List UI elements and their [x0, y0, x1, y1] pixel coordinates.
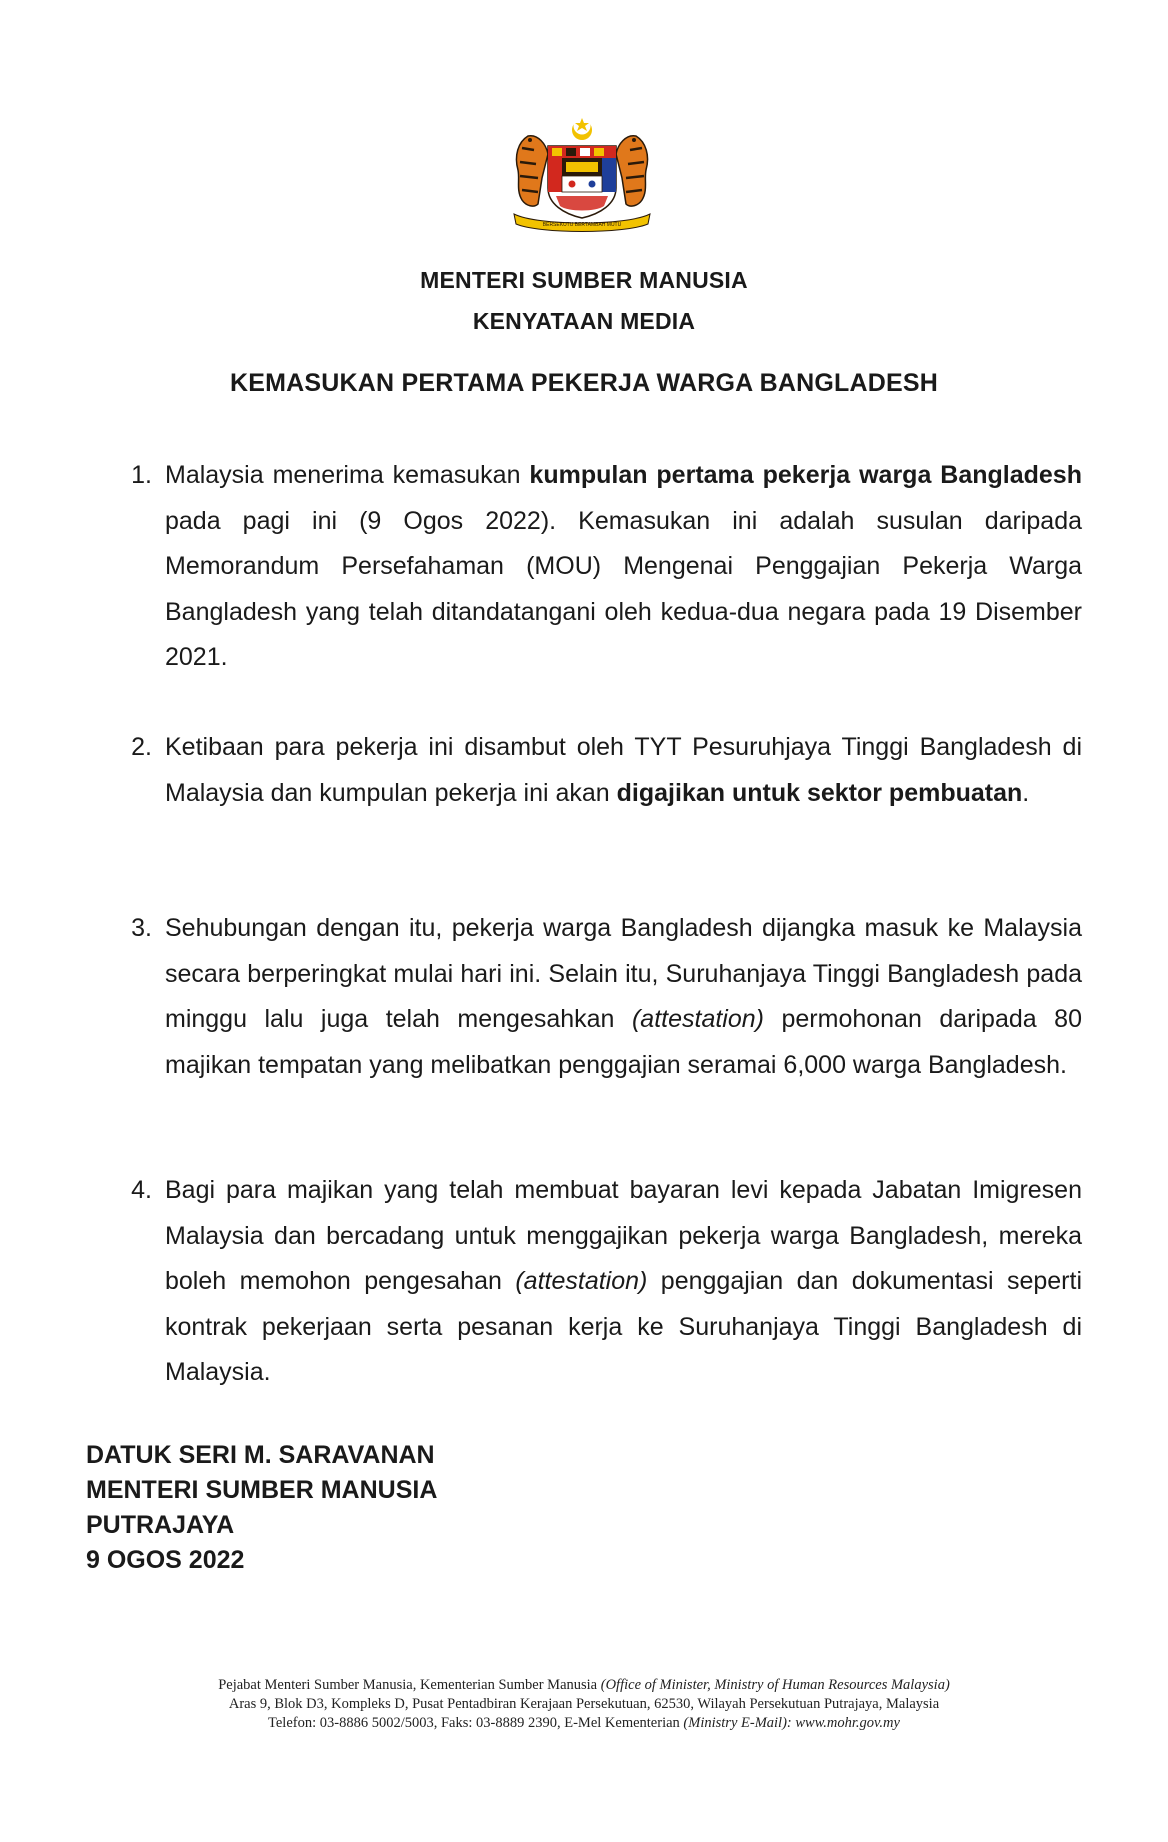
footer-address-line: Aras 9, Blok D3, Kompleks D, Pusat Pentadbiran Kerajaan Persekutuan, 62530, Wilayah Persekutuan Putrajaya, Malaysia [228, 1696, 940, 1712]
signatory-name: DATUK SERI M. SARAVANAN [86, 1441, 435, 1469]
paragraph-number: 2. [131, 733, 152, 761]
media-statement-heading: KENYATAAN MEDIA [472, 308, 696, 334]
signature-block [86, 1438, 437, 1578]
paragraph-2 [120, 725, 1082, 816]
left-tiger-icon [516, 136, 548, 206]
crescent-star-icon [572, 118, 592, 140]
paragraph-4 [120, 1168, 1082, 1396]
coat-of-arms-logo [508, 118, 656, 236]
footer-contact-line: Telefon: 03-8886 5002/5003, Faks: 03-8889 2390, E-Mel Kementerian (Ministry E-Mail): www.mohr.gov.my [268, 1715, 900, 1731]
signature-place: PUTRAJAYA [86, 1511, 235, 1539]
paragraph-1 [120, 453, 1082, 681]
paragraph-number: 1. [131, 461, 152, 489]
paragraph-text: Bagi para majikan yang telah membuat bayaran levi kepada Jabatan Imigresen Malaysia dan bercadang untuk menggajikan pekerja warga Bangladesh, mereka boleh memohon pengesahan (attestation) penggajian dan dokumentasi seperti kontrak pekerjaan serta pesanan kerja ke Suruhanjaya Tinggi Bangladesh di Malaysia. [165, 1176, 1083, 1386]
statement-title: KEMASUKAN PERTAMA PEKERJA WARGA BANGLADESH [230, 369, 938, 397]
shield-icon [548, 146, 616, 218]
footer-office-line: Pejabat Menteri Sumber Manusia, Kementerian Sumber Manusia (Office of Minister, Ministry of Human Resources Malaysia) [218, 1677, 950, 1693]
right-tiger-icon [616, 136, 648, 206]
paragraph-text: Sehubungan dengan itu, pekerja warga Bangladesh dijangka masuk ke Malaysia secara berperingkat mulai hari ini. Selain itu, Suruhanjaya Tinggi Bangladesh pada minggu lalu juga telah mengesahkan (attestation) permohonan daripada 80 majikan tempatan yang melibatkan penggajian seramai 6,000 warga Bangladesh. [165, 914, 1082, 1079]
ministry-heading: MENTERI SUMBER MANUSIA [420, 267, 748, 293]
motto-text: BERSEKUTU BERTAMBAH MUTU [542, 222, 622, 228]
paragraph-number: 4. [131, 1176, 152, 1204]
paragraph-text: Malaysia menerima kemasukan kumpulan pertama pekerja warga Bangladesh pada pagi ini (9 Ogos 2022). Kemasukan ini adalah susulan daripada Memorandum Persefahaman (MOU) Mengenai Penggajian Pekerja Warga Bangladesh yang telah ditandatangani oleh kedua-dua negara pada 19 Disember 2021. [165, 461, 1082, 671]
signature-date: 9 OGOS 2022 [86, 1546, 245, 1574]
paragraph-3 [120, 906, 1082, 1088]
paragraph-text: Ketibaan para pekerja ini disambut oleh TYT Pesuruhjaya Tinggi Bangladesh di Malaysia dan kumpulan pekerja ini akan digajikan untuk sektor pembuatan. [165, 733, 1082, 807]
paragraph-number: 3. [131, 914, 152, 942]
footer [0, 1676, 1168, 1733]
signatory-position: MENTERI SUMBER MANUSIA [86, 1476, 438, 1504]
